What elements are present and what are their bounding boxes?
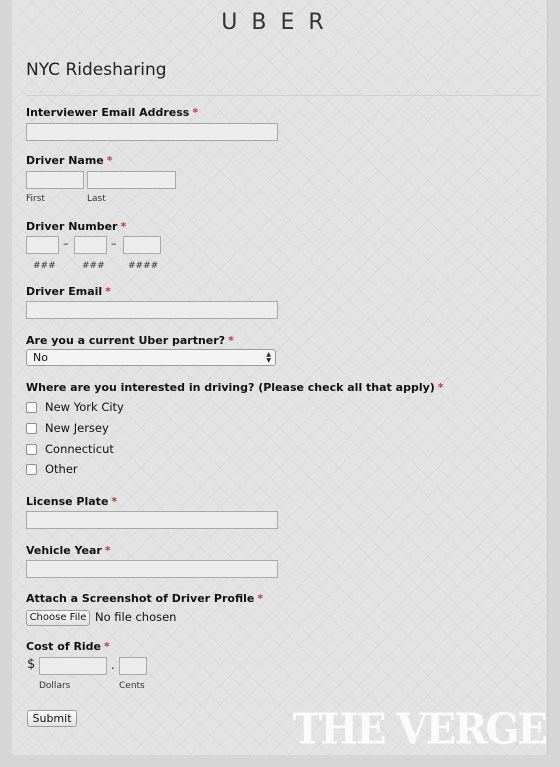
number-part2-hint: ### <box>82 261 105 271</box>
driver-email-label: Driver Email * <box>26 285 111 298</box>
screenshot-label: Attach a Screenshot of Driver Profile * <box>26 592 264 605</box>
form-page: UBER NYC Ridesharing Interviewer Email Address * Driver Name * First Last Driver Number * – – ### ### #### Driver Email * Are you a current Uber partner? * No ▲ ▼ Where are you interested in driving? (Please check all that apply) * New York City New Jersey Connecticut Other License Plate * Vehicle Year * Attach a Screenshot of Driver Profile * Choose File No file chosen Cost of Ride * $ . Dollars Cents Submit <box>12 0 548 755</box>
dollars-hint: Dollars <box>39 681 71 691</box>
checkbox-icon[interactable] <box>26 423 37 434</box>
interviewer-email-field[interactable] <box>26 123 278 141</box>
vehicle-year-field[interactable] <box>26 560 278 578</box>
checkbox-icon[interactable] <box>26 444 37 455</box>
title-divider <box>26 95 541 96</box>
number-part3-hint: #### <box>128 261 159 271</box>
uber-partner-selected-value: No <box>33 351 48 364</box>
interest-label: Where are you interested in driving? (Please check all that apply) * <box>26 381 444 394</box>
cost-cents-field[interactable] <box>119 657 147 675</box>
uber-partner-label: Are you a current Uber partner? * <box>26 334 234 347</box>
checkbox-icon[interactable] <box>26 464 37 475</box>
driver-number-part2-field[interactable] <box>74 236 107 254</box>
driver-number-part3-field[interactable] <box>123 236 161 254</box>
license-plate-label: License Plate * <box>26 495 118 508</box>
file-status: No file chosen <box>95 610 177 624</box>
checkbox-icon[interactable] <box>26 402 37 413</box>
first-name-hint: First <box>26 194 45 204</box>
cost-dollars-field[interactable] <box>39 657 107 675</box>
select-arrows-icon: ▲ ▼ <box>266 351 271 364</box>
the-verge-watermark: THE VERGE <box>292 704 546 755</box>
choose-file-button[interactable]: Choose File <box>26 610 90 626</box>
driver-number-label: Driver Number * <box>26 220 127 233</box>
driver-number-part1-field[interactable] <box>26 236 59 254</box>
uber-partner-select[interactable] <box>26 349 276 366</box>
number-dash-1: – <box>63 237 69 250</box>
number-dash-2: – <box>111 237 117 250</box>
vehicle-year-label: Vehicle Year * <box>26 544 111 557</box>
submit-button[interactable]: Submit <box>27 710 77 727</box>
number-part1-hint: ### <box>33 261 56 271</box>
decimal-separator: . <box>111 658 115 672</box>
driver-name-label: Driver Name * <box>26 154 113 167</box>
currency-symbol: $ <box>27 657 36 672</box>
driver-last-name-field[interactable] <box>87 171 176 189</box>
cents-hint: Cents <box>119 681 145 691</box>
page-title: NYC Ridesharing <box>26 60 167 80</box>
cost-label: Cost of Ride * <box>26 640 110 653</box>
uber-logo: UBER <box>221 10 338 35</box>
driver-first-name-field[interactable] <box>26 171 84 189</box>
license-plate-field[interactable] <box>26 511 278 529</box>
interviewer-email-label: Interviewer Email Address * <box>26 106 199 119</box>
driver-email-field[interactable] <box>26 301 278 319</box>
last-name-hint: Last <box>87 194 106 204</box>
